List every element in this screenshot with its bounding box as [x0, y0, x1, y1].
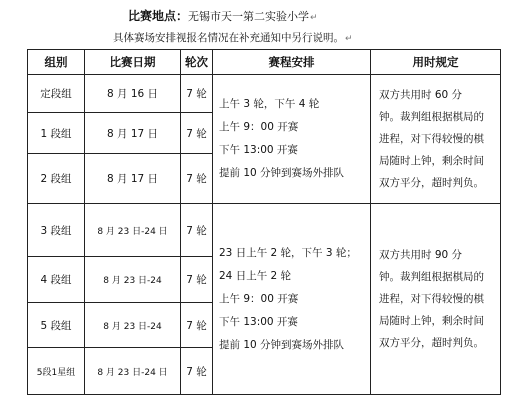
- table-row: [28, 204, 501, 257]
- rounds-cell: 7 轮: [181, 75, 213, 113]
- schedule-line: 下午 13:00 开赛: [219, 315, 298, 328]
- schedule-table: [27, 49, 501, 395]
- schedule-line: 上午 9：00 开赛: [219, 292, 299, 305]
- date-cell: 8 月 23 日-24: [85, 257, 181, 303]
- date-cell: 8 月 23 日-24 日: [85, 204, 181, 257]
- header-group: 组别: [28, 50, 85, 75]
- schedule-line: 提前 10 分钟到赛场外排队: [219, 167, 345, 179]
- group-cell: 5 段组: [28, 303, 85, 348]
- header-date: 比赛日期: [85, 50, 181, 75]
- schedule-cell-a: [213, 75, 371, 204]
- venue-label: 比赛地点：: [128, 9, 189, 23]
- time-rule-cell-a: [371, 75, 501, 204]
- note-text: 具体赛场安排视报名情况在补充通知中另行说明。: [113, 32, 344, 44]
- time-rule-line: 钟。裁判组根据棋局的: [379, 271, 484, 283]
- time-rule-line: 双方共用时 90 分: [379, 249, 463, 261]
- rounds-cell: 7 轮: [181, 204, 213, 257]
- table-row: [28, 75, 501, 113]
- group-cell: 1 段组: [28, 113, 85, 154]
- date-cell: 8 月 23 日-24 日: [85, 348, 181, 395]
- date-cell: 8 月 16 日: [85, 75, 181, 113]
- header-schedule: 赛程安排: [213, 50, 371, 75]
- group-cell: 定段组: [28, 75, 85, 113]
- time-rule-line: 双方平分，超时判负。: [379, 337, 484, 349]
- rounds-cell: 7 轮: [181, 303, 213, 348]
- paragraph-mark-icon: ↵: [345, 34, 353, 44]
- schedule-cell-b: [213, 204, 371, 395]
- time-rule-line: 钟。裁判组根据棋局的: [379, 111, 484, 123]
- time-rule-line: 局随时上钟，剩余时间: [379, 315, 484, 327]
- header-rounds: 轮次: [181, 50, 213, 75]
- rounds-cell: 7 轮: [181, 154, 213, 204]
- venue-line: [128, 7, 318, 24]
- group-cell: 5段1星组: [28, 348, 85, 395]
- time-rule-line: 局随时上钟，剩余时间: [379, 155, 484, 167]
- schedule-line: 24 日上午 2 轮: [219, 269, 292, 282]
- schedule-line: 下午 13:00 开赛: [219, 144, 298, 156]
- time-rule-cell-b: [371, 204, 501, 395]
- venue-value: 无锡市天一第二实验小学: [188, 10, 310, 23]
- arrangement-note: [113, 30, 353, 45]
- group-cell: 3 段组: [28, 204, 85, 257]
- table-header-row: [28, 50, 501, 75]
- header-time-rule: 用时规定: [371, 50, 501, 75]
- date-cell: 8 月 17 日: [85, 113, 181, 154]
- group-cell: 4 段组: [28, 257, 85, 303]
- time-rule-line: 双方共用时 60 分: [379, 89, 463, 101]
- paragraph-mark-icon: ↵: [310, 13, 318, 23]
- rounds-cell: 7 轮: [181, 113, 213, 154]
- rounds-cell: 7 轮: [181, 257, 213, 303]
- group-cell: 2 段组: [28, 154, 85, 204]
- schedule-line: 23 日上午 2 轮，下午 3 轮；: [219, 246, 357, 259]
- time-rule-line: 进程，对下得较慢的棋: [379, 293, 484, 305]
- time-rule-line: 进程，对下得较慢的棋: [379, 133, 484, 145]
- schedule-line: 提前 10 分钟到赛场外排队: [219, 338, 345, 351]
- time-rule-line: 双方平分，超时判负。: [379, 177, 484, 189]
- date-cell: 8 月 23 日-24: [85, 303, 181, 348]
- schedule-line: 上午 9：00 开赛: [219, 121, 299, 133]
- date-cell: 8 月 17 日: [85, 154, 181, 204]
- rounds-cell: 7 轮: [181, 348, 213, 395]
- schedule-line: 上午 3 轮，下午 4 轮: [219, 98, 320, 110]
